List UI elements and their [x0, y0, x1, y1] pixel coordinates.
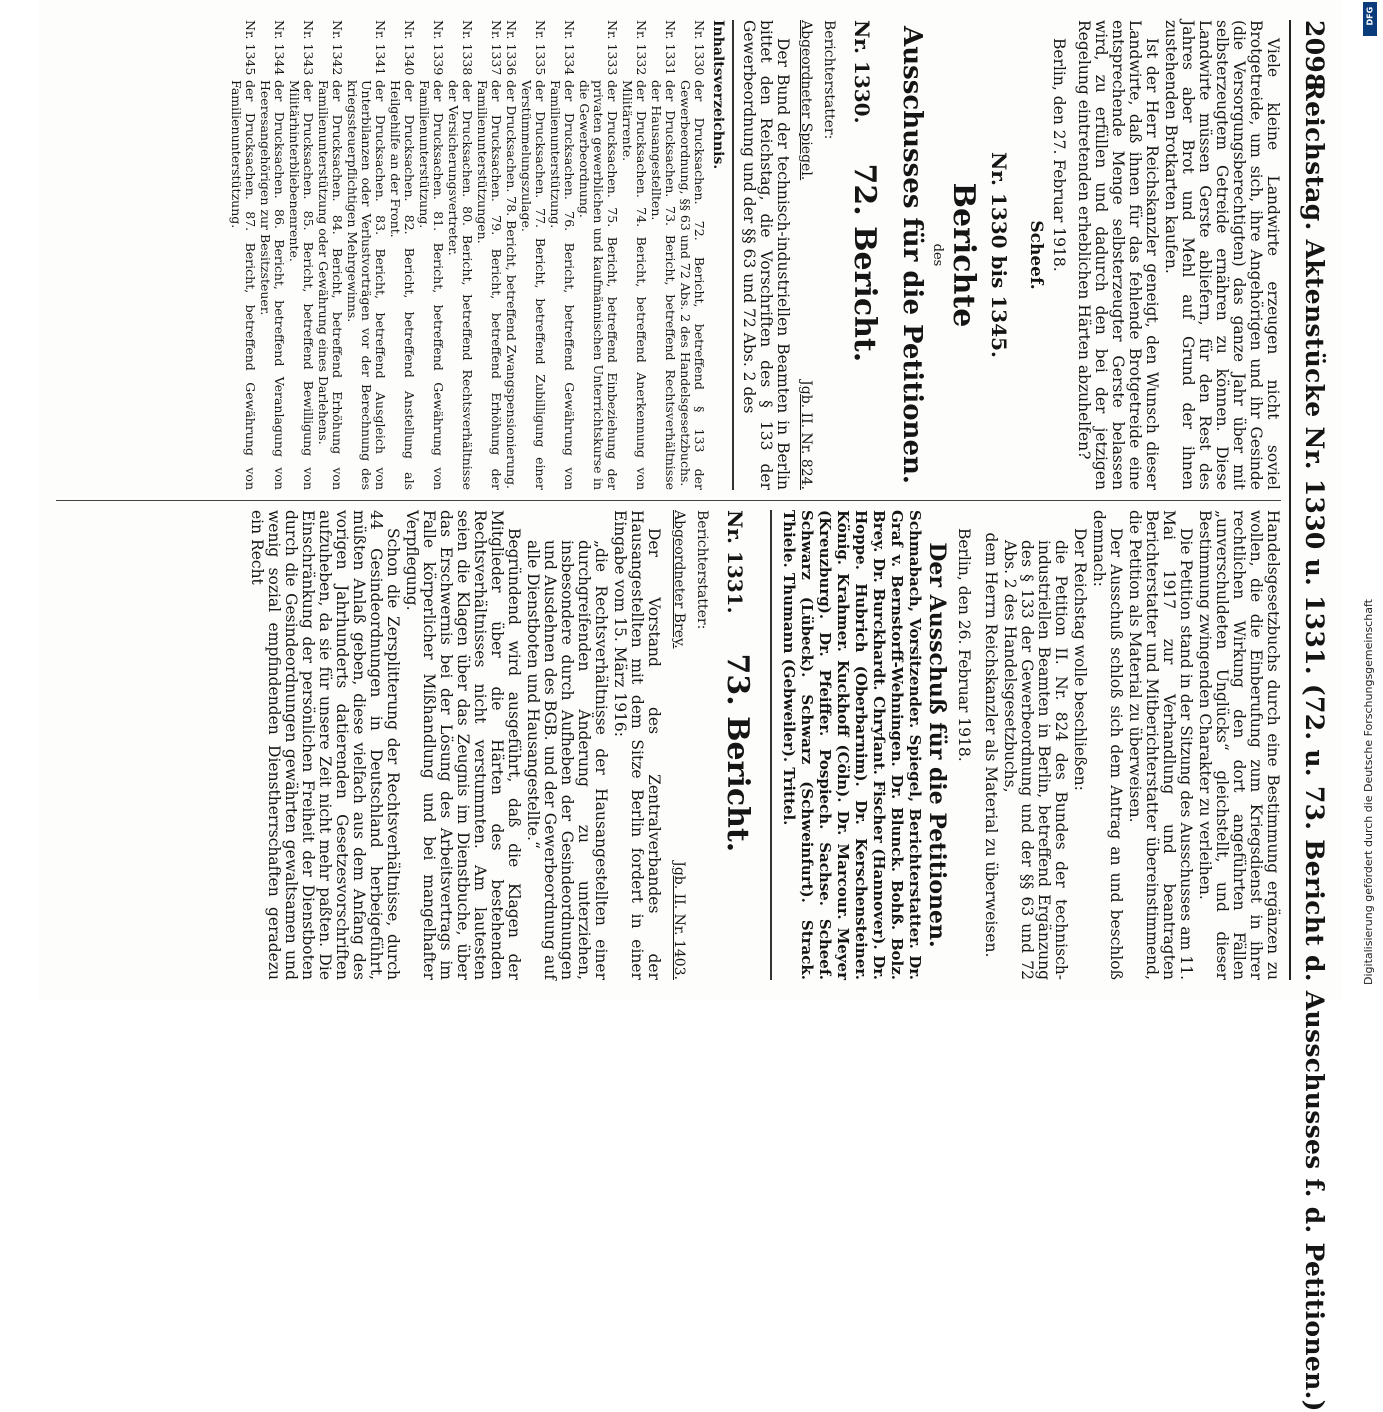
paragraph: Ist der Herr Reichskanzler geneigt, den Wunsch dieser Landwirte, daß ihnen für das fehlende Brotgetreide eine entsprechende Menge selbsterzeugter Gerste belassen wird, zu erfüllen und dadurch den bei der jetzigen Regelung eintretenden erheblichen Härten abzuhelfen?: [1075, 20, 1161, 490]
reporter-line: [797, 20, 814, 490]
reporter-name: Abgeordneter Spiegel.: [798, 20, 814, 181]
toc-item: Nr. 1332 der Drucksachen. 74. Bericht, betreffend Anerkennung von Militärrente.: [620, 20, 649, 490]
toc-item: Nr. 1341 der Drucksachen. 83. Bericht, betreffend Ausgleich von Unterbilanzen oder Verlustvorträgen vor der Berechnung des kriegssteuerpflichtigen Mehrgewinns.: [345, 20, 388, 490]
reporter-line: [670, 510, 687, 980]
toc-item: Nr. 1330 der Drucksachen. 72. Bericht, betreffend § 133 der Gewerbeordnung, §§ 63 und 72 Abs. 2 des Handelsgesetzbuchs.: [678, 20, 707, 490]
scanned-page: [38, 0, 1341, 1412]
heading-berichte: Berichte: [946, 182, 981, 328]
reporter-label: Berichterstatter:: [694, 510, 710, 630]
journal-reference: Jgb. II. Nr. 1403.: [671, 861, 687, 980]
signature: Scheef.: [1026, 220, 1046, 290]
column-divider: [56, 500, 1281, 501]
range-title: Nr. 1330 bis 1345.: [987, 152, 1011, 358]
document-number: Nr. 1330.: [850, 20, 874, 124]
toc-item: Nr. 1333 der Drucksachen. 75. Bericht, betreffend Einbeziehung der privaten gewerblichen und kaufmännischen Unterrichtskurse in die Gewerbeordnung.: [577, 20, 620, 490]
paragraph: Der Ausschuß schloß sich dem Antrag an und beschloß demnach:: [1090, 510, 1125, 980]
paragraph: Schon die Zersplitterung der Rechtsverhältnisse, durch 44 Gesindeordnungen in Deutschland herbeigeführt, müßten Anlaß geben, diese vielfach aus dem Anfang des vorigen Jahrhunderts datierenden Gesetzesvorschriften aufzuheben, da sie für unsere Zeit nicht mehr paßten. Die Einschränkung der persönlichen Freiheit der Dienstboten durch die Gesindeordnungen gewährten gewaltsamen und wenig sozial empfindenden Dienstherrschaften geradezu ein Recht: [248, 510, 402, 980]
heading-des: des: [930, 243, 945, 267]
toc-item: Nr. 1339 der Drucksachen. 81. Bericht, betreffend Gewährung von Familienunterstützung.: [417, 20, 446, 490]
date-line: Berlin, den 26. Februar 1918.: [955, 528, 973, 762]
toc-item: Nr. 1340 der Drucksachen. 82. Bericht, betreffend Anstellung als Heilgehilfe an der Front.: [388, 20, 417, 490]
heading-ausschuss: Ausschusses für die Petitionen.: [897, 26, 927, 484]
toc-item: Nr. 1344 der Drucksachen. 86. Bericht, betreffend Veranlagung von Heeresangehörigen zur Besitzsteuer.: [258, 20, 287, 490]
table-of-contents: [229, 20, 726, 490]
report-heading: [720, 510, 754, 980]
toc-title: Inhaltsverzeichnis.: [710, 20, 726, 170]
paragraph: Begründend wird ausgeführt, daß die Klagen der Mitglieder über die Härten des bestehenden Rechtsverhältnisses nicht verstummten. Am lautesten seien die Klagen über das Zeugnis im Dienstbuche, über das Erschwernis bei der Lösung des Arbeitsvertrags im Falle körperlicher Mißhandlung und bei mangelhafter Verpflegung.: [403, 510, 523, 980]
toc-item: Nr. 1342 der Drucksachen. 84. Bericht, betreffend Erhöhung von Familienunterstützung oder Gewährung eines Darlehens.: [316, 20, 345, 490]
digitization-note: Digitalisierung gefördert durch die Deutsche Forschungsgemeinschaft: [1362, 599, 1375, 985]
reporter-label: Berichterstatter:: [821, 20, 837, 140]
right-column: [246, 510, 1281, 980]
toc-item: Nr. 1337 der Drucksachen. 79. Bericht, betreffend Erhöhung der Familienunterstützungen.: [475, 20, 504, 490]
left-column: [228, 20, 1281, 490]
paragraph: Der Vorstand des Zentralverbandes der Hausangestellten mit dem Sitze Berlin fordert in einer Eingabe vom 15. März 1916:: [611, 510, 663, 980]
report-heading: [847, 20, 881, 490]
page-number: 2098: [1300, 20, 1329, 91]
quoted-demand: „die Rechtsverhältnisse der Hausangestellten einer durchgreifenden Änderung zu unterziehen, insbesondere durch Aufheben der Gesindeordnungen und Ausdehnen des BGB. und der Gewerbeordnung auf alle Dienstboten und Hausangestellte.“: [524, 540, 610, 980]
report-title: 72. Bericht.: [847, 163, 882, 363]
toc-item: Nr. 1345 der Drucksachen. 87. Bericht, betreffend Gewährung von Familienunterstützung.: [229, 20, 258, 490]
page-header: [1279, 20, 1335, 1412]
paragraph: Die Petition stand in der Sitzung des Ausschusses am 11. Mai 1917 zur Verhandlung und beantragten Berichterstatter und Mitberichterstatter übereinstimmend, die Petition als Material zu überweisen.: [1126, 510, 1195, 980]
reporter-name: Abgeordneter Brey.: [671, 510, 687, 649]
resolution-end: dem Herrn Reichskanzler als Material zu überweisen.: [982, 532, 1000, 958]
report-title: 73. Bericht.: [720, 653, 755, 853]
journal-reference: Jgb. II. Nr. 824.: [798, 380, 814, 490]
toc-item: Nr. 1335 der Drucksachen. 77. Bericht, betreffend Zubilligung einer Verstümmelungszulage.: [519, 20, 548, 490]
committee-members: Schmabach, Vorsitzender. Spiegel, Berichterstatter. Dr. Graf v. Bernstorff-Wehningen. Dr. Blunck. Bohß. Bolz. Brey. Dr. Burckhardt. Chryſant. Fischer (Hannover). Dr. Hoppe. Hubrich (Oberbarnim). Dr. Kerschensteiner. König. Krahmer. Kuckhoff (Cöln). Dr. Marcour. Meyer (Kreuzburg). Dr. Pfeiffer. Pospiech. Sachse. Scheef. Schwarz (Lübeck). Schwarz (Schweinfurt). Strack. Thiele. Thumann (Gebweiler). Trittel.: [780, 510, 924, 980]
paragraph: Handelsgesetzbuchs durch eine Bestimmung ergänzen zu wollen, die die Einberufung zum Kriegsdienst in ihrer rechtlichen Wirkung den dort angeführten Fällen „unverschuldeten Unglücks“ gleichstellt, und dieser Bestimmung zwingenden Charakter zu verleihen.: [1196, 510, 1282, 980]
resolution: die Petition II. Nr. 824 des Bundes der technisch-industriellen Beamten in Berlin, betreffend Ergänzung des § 133 der Gewerbeordnung und der §§ 63 und 72 Abs. 2 des Handelsgesetzbuchs,: [1001, 540, 1070, 980]
date-line: Berlin, den 27. Februar 1918.: [1050, 38, 1068, 272]
toc-item: Nr. 1343 der Drucksachen. 85. Bericht, betreffend Bewilligung von Militärhinterbliebenenrente.: [287, 20, 316, 490]
document-number: Nr. 1331.: [723, 510, 747, 614]
toc-item: Nr. 1338 der Drucksachen. 80. Bericht, betreffend Rechtsverhältnisse der Versicherungsvertreter.: [446, 20, 475, 490]
toc-item: Nr. 1334 der Drucksachen. 76. Bericht, betreffend Gewährung von Familienunterstützung.: [548, 20, 577, 490]
paragraph: Der Reichstag wolle beschließen:: [1071, 528, 1089, 791]
running-title: Reichstag. Aktenstücke Nr. 1330 u. 1331. (72. u. 73. Bericht d. Ausschusses f. d. Petitionen.): [1300, 80, 1329, 1412]
dfg-logo: DFG: [1363, 2, 1377, 36]
toc-item: Nr. 1331 der Drucksachen. 73. Bericht, betreffend Rechtsverhältnisse der Hausangestellten.: [649, 20, 678, 490]
header-rule: [1289, 20, 1291, 980]
toc-item: Nr. 1336 der Drucksachen. 78. Bericht, betreffend Zwangspensionierung.: [504, 20, 519, 490]
paragraph: Viele kleine Landwirte erzeugen nicht soviel Brotgetreide, um sich, ihre Angehörigen und ihr Gesinde (die Versorgungsberechtigten) das ganze Jahr über mit selbsterzeugtem Getreide ernähren zu können. Diese Landwirte müssen Gerste abliefern, für den Rest des Jahres aber Brot und Mehl auf Grund der ihnen zustehenden Brotkarten kaufen.: [1162, 20, 1282, 490]
petition-text: Der Bund der technisch-industriellen Beamten in Berlin bittet den Reichstag, die Vorschriften des § 133 der Gewerbeordnung und der §§ 63 und 72 Abs. 2 des: [740, 20, 792, 490]
committee-title: Der Ausschuß für die Petitionen.: [924, 542, 950, 948]
